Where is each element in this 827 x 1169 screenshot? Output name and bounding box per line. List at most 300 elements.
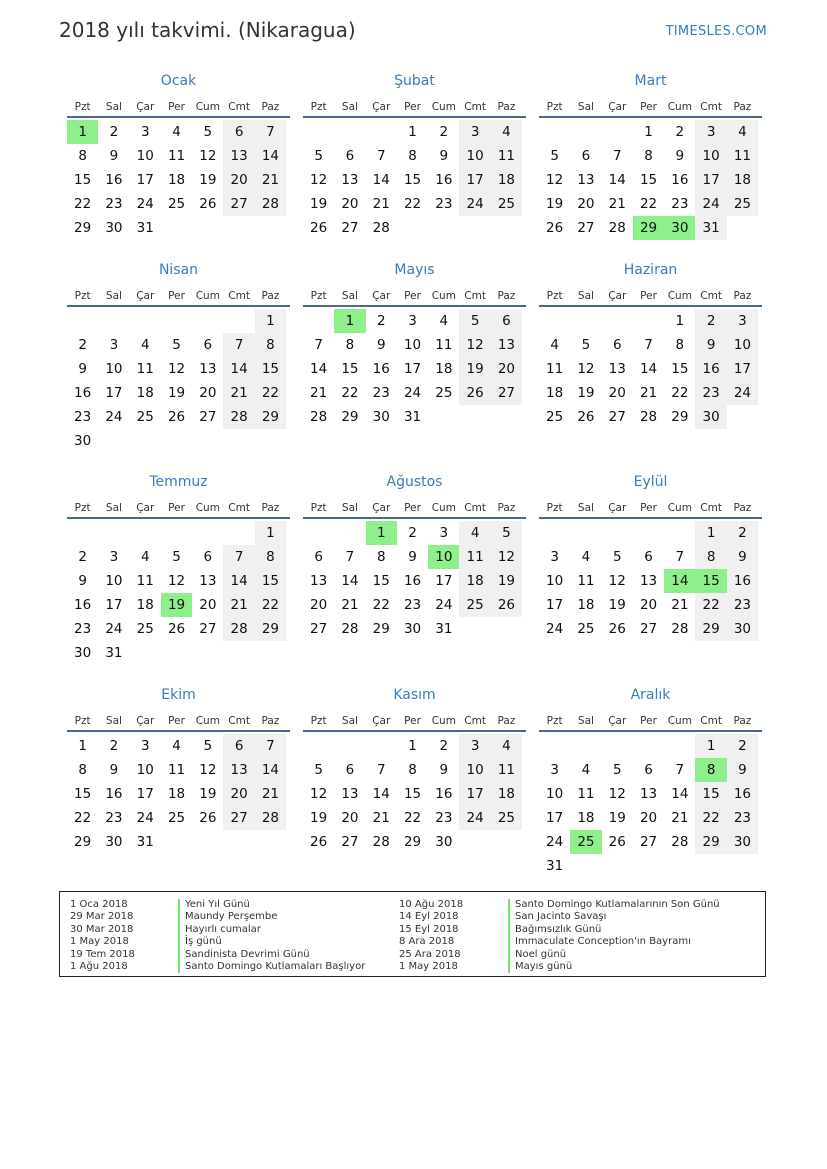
month-name: Nisan bbox=[158, 262, 199, 278]
day-cell: 6 bbox=[314, 549, 323, 565]
day-cell: 2 bbox=[439, 124, 449, 140]
day-cell: 13 bbox=[341, 172, 359, 188]
holiday-day-cell: 19 bbox=[161, 593, 192, 617]
day-cell: 14 bbox=[372, 172, 390, 188]
day-cell: 27 bbox=[639, 834, 658, 850]
day-cell: 17 bbox=[459, 782, 490, 806]
legend-holiday-name: Maundy Perşembe bbox=[178, 911, 365, 923]
day-cell: 4 bbox=[550, 337, 559, 353]
weekday-label: Cmt bbox=[700, 289, 722, 302]
weekday-label: Per bbox=[640, 100, 657, 113]
legend-holiday-name: Bağımsızlık Günü bbox=[508, 924, 720, 936]
legend-holiday-name: Santo Domingo Kutlamalarının Son Günü bbox=[508, 899, 720, 911]
empty-cell bbox=[223, 521, 254, 545]
day-cell: 30 bbox=[727, 617, 758, 641]
month-name: Temmuz bbox=[149, 474, 208, 490]
day-cell: 9 bbox=[109, 148, 119, 164]
day-cell: 29 bbox=[341, 409, 359, 425]
weekday-header bbox=[67, 711, 290, 732]
day-cell: 31 bbox=[136, 834, 154, 850]
day-cell: 19 bbox=[577, 385, 595, 401]
day-cell: 23 bbox=[695, 381, 726, 405]
day-cell: 17 bbox=[727, 357, 758, 381]
day-cell: 23 bbox=[105, 196, 123, 212]
day-cell: 7 bbox=[314, 337, 323, 353]
holiday-day-cell: 1 bbox=[334, 309, 365, 333]
empty-cell bbox=[67, 309, 98, 333]
day-cell: 9 bbox=[78, 573, 87, 589]
day-cell: 7 bbox=[644, 337, 653, 353]
empty-cell bbox=[539, 120, 570, 144]
day-cell: 18 bbox=[136, 385, 154, 401]
empty-cell bbox=[334, 521, 365, 545]
day-cell: 11 bbox=[577, 573, 595, 589]
day-cell: 24 bbox=[546, 621, 564, 637]
day-cell: 24 bbox=[459, 192, 490, 216]
day-grid bbox=[67, 521, 286, 665]
day-cell: 12 bbox=[310, 786, 328, 802]
day-cell: 5 bbox=[314, 762, 323, 778]
day-cell: 15 bbox=[639, 172, 658, 188]
day-cell: 10 bbox=[136, 148, 154, 164]
legend-holiday-name: Noel günü bbox=[508, 949, 720, 961]
day-cell: 8 bbox=[675, 337, 685, 353]
weekday-label: Çar bbox=[372, 714, 391, 727]
empty-cell bbox=[303, 734, 334, 758]
weekday-label: Pzt bbox=[546, 289, 563, 302]
month-11 bbox=[539, 687, 762, 878]
day-cell: 22 bbox=[255, 593, 286, 617]
weekday-label: Cmt bbox=[228, 714, 250, 727]
weekday-label: Pzt bbox=[546, 100, 563, 113]
month-name: Şubat bbox=[394, 73, 435, 89]
day-cell: 23 bbox=[105, 810, 123, 826]
weekday-label: Cum bbox=[667, 289, 692, 302]
day-cell: 2 bbox=[109, 124, 119, 140]
weekday-label: Sal bbox=[341, 100, 358, 113]
weekday-label: Çar bbox=[136, 289, 155, 302]
day-cell: 31 bbox=[403, 409, 422, 425]
day-cell: 3 bbox=[459, 734, 490, 758]
legend-holiday-name: Immaculate Conception'ın Bayramı bbox=[508, 936, 720, 948]
day-cell: 19 bbox=[459, 357, 490, 381]
month-4 bbox=[303, 262, 526, 429]
month-name: Mart bbox=[634, 73, 667, 89]
weekday-label: Çar bbox=[372, 501, 391, 514]
weekday-header bbox=[303, 97, 526, 118]
day-cell: 12 bbox=[608, 573, 626, 589]
day-cell: 28 bbox=[310, 409, 328, 425]
day-cell: 14 bbox=[608, 172, 626, 188]
day-cell: 30 bbox=[105, 834, 123, 850]
weekday-label: Paz bbox=[733, 100, 752, 113]
day-cell: 24 bbox=[136, 196, 154, 212]
day-grid bbox=[539, 521, 758, 641]
day-cell: 24 bbox=[403, 385, 422, 401]
weekday-label: Çar bbox=[136, 714, 155, 727]
day-cell: 16 bbox=[435, 786, 453, 802]
day-cell: 12 bbox=[167, 573, 186, 589]
day-cell: 13 bbox=[199, 573, 217, 589]
empty-cell bbox=[366, 734, 397, 758]
holiday-day-cell: 14 bbox=[664, 569, 695, 593]
empty-cell bbox=[539, 734, 570, 758]
day-cell: 22 bbox=[639, 196, 658, 212]
empty-cell bbox=[633, 309, 664, 333]
weekday-label: Cum bbox=[667, 714, 692, 727]
empty-cell bbox=[303, 120, 334, 144]
day-cell: 22 bbox=[255, 381, 286, 405]
weekday-label: Cmt bbox=[228, 501, 250, 514]
day-cell: 17 bbox=[105, 597, 123, 613]
day-cell: 21 bbox=[223, 381, 254, 405]
day-cell: 17 bbox=[695, 168, 726, 192]
day-cell: 30 bbox=[372, 409, 390, 425]
weekday-label: Cmt bbox=[700, 501, 722, 514]
day-cell: 10 bbox=[403, 337, 422, 353]
empty-cell bbox=[570, 734, 601, 758]
empty-cell bbox=[98, 309, 129, 333]
day-cell: 26 bbox=[199, 810, 217, 826]
legend-holiday-date: 30 Mar 2018 bbox=[70, 923, 134, 935]
day-cell: 24 bbox=[546, 834, 564, 850]
day-cell: 5 bbox=[612, 549, 622, 565]
weekday-label: Sal bbox=[577, 714, 594, 727]
weekday-label: Cmt bbox=[464, 714, 486, 727]
day-cell: 21 bbox=[671, 810, 689, 826]
weekday-label: Cum bbox=[195, 714, 220, 727]
day-cell: 18 bbox=[727, 168, 758, 192]
day-cell: 11 bbox=[435, 337, 453, 353]
weekday-label: Cmt bbox=[464, 289, 486, 302]
day-cell: 18 bbox=[459, 569, 490, 593]
weekday-label: Cmt bbox=[464, 100, 486, 113]
day-cell: 15 bbox=[403, 786, 422, 802]
holiday-day-cell: 30 bbox=[664, 216, 695, 240]
day-cell: 30 bbox=[403, 621, 422, 637]
month-9 bbox=[67, 687, 290, 854]
weekday-label: Sal bbox=[105, 289, 122, 302]
day-cell: 29 bbox=[372, 621, 390, 637]
day-cell: 19 bbox=[608, 597, 626, 613]
weekday-label: Pzt bbox=[74, 100, 91, 113]
day-cell: 20 bbox=[310, 597, 328, 613]
weekday-header bbox=[303, 711, 526, 732]
weekday-label: Cum bbox=[667, 501, 692, 514]
empty-cell bbox=[570, 120, 601, 144]
day-cell: 1 bbox=[408, 738, 417, 754]
legend-holiday-date: 1 Oca 2018 bbox=[70, 899, 128, 910]
month-name: Ocak bbox=[160, 73, 197, 89]
day-grid bbox=[539, 120, 758, 240]
day-cell: 6 bbox=[203, 337, 213, 353]
day-cell: 25 bbox=[167, 810, 186, 826]
holiday-day-cell: 15 bbox=[695, 569, 726, 593]
day-cell: 28 bbox=[255, 192, 286, 216]
day-cell: 17 bbox=[435, 573, 453, 589]
day-cell: 6 bbox=[203, 549, 213, 565]
day-cell: 14 bbox=[223, 357, 254, 381]
day-cell: 13 bbox=[223, 758, 254, 782]
day-grid bbox=[303, 734, 522, 854]
empty-cell bbox=[570, 521, 601, 545]
day-cell: 14 bbox=[310, 361, 328, 377]
day-cell: 27 bbox=[491, 381, 522, 405]
weekday-label: Pzt bbox=[310, 714, 327, 727]
day-cell: 3 bbox=[695, 120, 726, 144]
day-cell: 30 bbox=[74, 433, 92, 449]
weekday-label: Cum bbox=[195, 289, 220, 302]
day-cell: 5 bbox=[581, 337, 591, 353]
weekday-header bbox=[67, 286, 290, 307]
day-grid bbox=[303, 120, 522, 240]
day-cell: 27 bbox=[199, 409, 217, 425]
day-cell: 19 bbox=[491, 569, 522, 593]
day-cell: 12 bbox=[577, 361, 595, 377]
day-cell: 20 bbox=[639, 597, 658, 613]
day-cell: 30 bbox=[695, 405, 726, 429]
weekday-label: Pzt bbox=[310, 289, 327, 302]
day-cell: 10 bbox=[105, 573, 123, 589]
day-cell: 24 bbox=[459, 806, 490, 830]
day-cell: 12 bbox=[167, 361, 186, 377]
day-cell: 21 bbox=[671, 597, 689, 613]
weekday-label: Sal bbox=[105, 100, 122, 113]
month-name: Mayıs bbox=[394, 262, 435, 278]
weekday-label: Paz bbox=[733, 289, 752, 302]
day-cell: 26 bbox=[491, 593, 522, 617]
day-cell: 11 bbox=[136, 361, 154, 377]
day-cell: 16 bbox=[727, 569, 758, 593]
weekday-label: Pzt bbox=[74, 501, 91, 514]
day-cell: 6 bbox=[491, 309, 522, 333]
day-cell: 23 bbox=[727, 593, 758, 617]
empty-cell bbox=[67, 521, 98, 545]
day-cell: 28 bbox=[223, 617, 254, 641]
weekday-label: Pzt bbox=[310, 100, 327, 113]
weekday-label: Sal bbox=[341, 714, 358, 727]
day-cell: 20 bbox=[341, 196, 359, 212]
empty-cell bbox=[602, 120, 633, 144]
day-cell: 24 bbox=[435, 597, 453, 613]
empty-cell bbox=[633, 521, 664, 545]
weekday-label: Per bbox=[168, 289, 185, 302]
day-cell: 24 bbox=[105, 621, 123, 637]
weekday-label: Pzt bbox=[310, 501, 327, 514]
holiday-day-cell: 1 bbox=[366, 521, 397, 545]
day-cell: 14 bbox=[341, 573, 359, 589]
legend-holiday-name: Santo Domingo Kutlamaları Başlıyor bbox=[178, 961, 365, 973]
empty-cell bbox=[303, 309, 334, 333]
month-10 bbox=[303, 687, 526, 854]
day-cell: 20 bbox=[577, 196, 595, 212]
day-cell: 3 bbox=[550, 762, 559, 778]
day-grid bbox=[67, 120, 286, 240]
day-cell: 31 bbox=[695, 216, 726, 240]
weekday-label: Paz bbox=[733, 714, 752, 727]
day-cell: 20 bbox=[341, 810, 359, 826]
weekday-label: Per bbox=[168, 100, 185, 113]
day-cell: 30 bbox=[435, 834, 453, 850]
legend-left-dates bbox=[70, 899, 135, 973]
empty-cell bbox=[539, 521, 570, 545]
day-cell: 13 bbox=[341, 786, 359, 802]
day-cell: 6 bbox=[581, 148, 591, 164]
day-cell: 3 bbox=[459, 120, 490, 144]
day-cell: 22 bbox=[671, 385, 689, 401]
day-cell: 1 bbox=[695, 521, 726, 545]
weekday-label: Per bbox=[640, 714, 657, 727]
day-cell: 17 bbox=[136, 786, 154, 802]
weekday-label: Cmt bbox=[228, 100, 250, 113]
day-cell: 20 bbox=[639, 810, 658, 826]
day-cell: 7 bbox=[223, 333, 254, 357]
day-cell: 17 bbox=[403, 361, 422, 377]
day-cell: 18 bbox=[491, 168, 522, 192]
day-grid bbox=[67, 309, 286, 453]
day-cell: 15 bbox=[74, 786, 92, 802]
day-cell: 5 bbox=[550, 148, 559, 164]
page-title: 2018 yılı takvimi. (Nikaragua) bbox=[59, 18, 356, 42]
day-cell: 4 bbox=[172, 738, 181, 754]
weekday-label: Paz bbox=[261, 714, 280, 727]
empty-cell bbox=[161, 309, 192, 333]
day-cell: 19 bbox=[310, 810, 328, 826]
day-cell: 31 bbox=[136, 220, 154, 236]
day-cell: 3 bbox=[550, 549, 559, 565]
empty-cell bbox=[334, 734, 365, 758]
day-cell: 20 bbox=[491, 357, 522, 381]
day-cell: 3 bbox=[408, 313, 417, 329]
day-cell: 5 bbox=[314, 148, 323, 164]
weekday-label: Per bbox=[640, 289, 657, 302]
day-cell: 2 bbox=[675, 124, 685, 140]
day-cell: 6 bbox=[345, 762, 355, 778]
day-cell: 25 bbox=[491, 192, 522, 216]
day-cell: 31 bbox=[546, 858, 564, 874]
legend-holiday-date: 15 Eyl 2018 bbox=[399, 923, 459, 935]
legend-holiday-date: 8 Ara 2018 bbox=[399, 936, 455, 948]
day-cell: 5 bbox=[491, 521, 522, 545]
month-name: Haziran bbox=[623, 262, 678, 278]
day-cell: 1 bbox=[695, 734, 726, 758]
day-cell: 27 bbox=[223, 806, 254, 830]
day-cell: 15 bbox=[403, 172, 422, 188]
day-cell: 28 bbox=[639, 409, 658, 425]
empty-cell bbox=[192, 521, 223, 545]
day-cell: 16 bbox=[671, 172, 689, 188]
day-cell: 14 bbox=[255, 758, 286, 782]
day-cell: 25 bbox=[167, 196, 186, 212]
day-cell: 25 bbox=[136, 409, 154, 425]
month-0 bbox=[67, 73, 290, 240]
weekday-label: Pzt bbox=[546, 501, 563, 514]
day-cell: 10 bbox=[459, 758, 490, 782]
day-cell: 26 bbox=[608, 834, 626, 850]
day-cell: 19 bbox=[608, 810, 626, 826]
day-cell: 5 bbox=[612, 762, 622, 778]
day-cell: 26 bbox=[577, 409, 595, 425]
day-cell: 12 bbox=[491, 545, 522, 569]
weekday-label: Per bbox=[404, 714, 421, 727]
legend-right-names bbox=[508, 899, 720, 973]
weekday-label: Pzt bbox=[546, 714, 563, 727]
weekday-label: Cmt bbox=[700, 714, 722, 727]
day-cell: 3 bbox=[109, 337, 119, 353]
day-cell: 9 bbox=[78, 361, 87, 377]
day-cell: 2 bbox=[727, 521, 758, 545]
month-5 bbox=[539, 262, 762, 429]
day-cell: 25 bbox=[435, 385, 453, 401]
day-cell: 31 bbox=[435, 621, 453, 637]
day-cell: 8 bbox=[408, 148, 417, 164]
day-cell: 28 bbox=[671, 621, 689, 637]
day-cell: 7 bbox=[255, 120, 286, 144]
empty-cell bbox=[539, 309, 570, 333]
day-cell: 17 bbox=[459, 168, 490, 192]
day-cell: 8 bbox=[408, 762, 417, 778]
weekday-label: Çar bbox=[372, 289, 391, 302]
day-cell: 27 bbox=[199, 621, 217, 637]
day-cell: 10 bbox=[546, 573, 564, 589]
day-cell: 4 bbox=[140, 337, 150, 353]
day-cell: 9 bbox=[675, 148, 685, 164]
legend-holiday-date: 19 Tem 2018 bbox=[70, 948, 135, 960]
day-cell: 21 bbox=[255, 168, 286, 192]
day-cell: 26 bbox=[310, 220, 328, 236]
weekday-label: Cmt bbox=[464, 501, 486, 514]
day-cell: 10 bbox=[459, 144, 490, 168]
legend-holiday-name: Hayırlı cumalar bbox=[178, 924, 365, 936]
legend-holiday-date: 25 Ara 2018 bbox=[399, 948, 461, 960]
month-name: Ekim bbox=[161, 687, 196, 703]
weekday-label: Paz bbox=[497, 289, 516, 302]
day-cell: 9 bbox=[727, 758, 758, 782]
day-cell: 8 bbox=[644, 148, 653, 164]
day-cell: 27 bbox=[223, 192, 254, 216]
day-cell: 15 bbox=[255, 569, 286, 593]
day-cell: 9 bbox=[439, 148, 449, 164]
day-cell: 1 bbox=[675, 313, 685, 329]
day-cell: 16 bbox=[105, 786, 123, 802]
day-cell: 6 bbox=[644, 549, 653, 565]
day-cell: 20 bbox=[223, 168, 254, 192]
day-cell: 14 bbox=[671, 786, 689, 802]
day-cell: 8 bbox=[78, 148, 87, 164]
day-cell: 29 bbox=[74, 834, 92, 850]
day-cell: 16 bbox=[695, 357, 726, 381]
day-cell: 2 bbox=[408, 525, 417, 541]
day-cell: 16 bbox=[372, 361, 390, 377]
day-cell: 29 bbox=[74, 220, 92, 236]
day-cell: 5 bbox=[459, 309, 490, 333]
day-cell: 12 bbox=[608, 786, 626, 802]
month-7 bbox=[303, 474, 526, 641]
day-cell: 11 bbox=[491, 758, 522, 782]
weekday-label: Çar bbox=[136, 501, 155, 514]
day-cell: 10 bbox=[727, 333, 758, 357]
day-cell: 22 bbox=[403, 196, 422, 212]
day-cell: 28 bbox=[372, 834, 390, 850]
weekday-label: Çar bbox=[608, 100, 627, 113]
site-brand-link[interactable]: TIMESLES.COM bbox=[665, 24, 767, 39]
day-cell: 29 bbox=[695, 830, 726, 854]
weekday-label: Cum bbox=[431, 289, 456, 302]
day-cell: 5 bbox=[203, 124, 213, 140]
day-grid bbox=[303, 309, 522, 429]
day-cell: 18 bbox=[136, 597, 154, 613]
weekday-label: Per bbox=[168, 501, 185, 514]
